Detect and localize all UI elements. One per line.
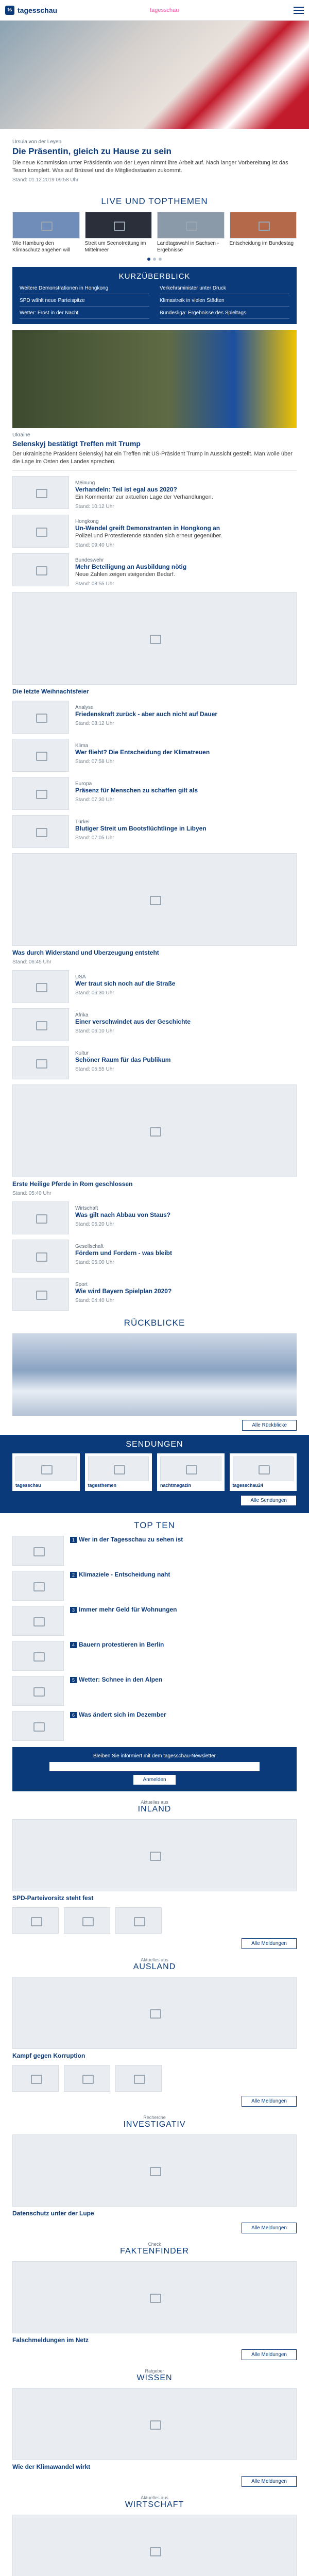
article-row[interactable]	[12, 1240, 297, 1273]
article-kicker: Bundeswehr	[75, 557, 104, 564]
topten-title[interactable]: Wetter: Schnee in den Alpen	[79, 1675, 163, 1683]
topten-rank: 3	[70, 1607, 77, 1613]
sendung-card[interactable]	[157, 1453, 225, 1491]
topten-rank: 5	[70, 1677, 77, 1683]
rueckblick-button[interactable]: Alle Rückblicke	[242, 1420, 297, 1431]
rubric-button[interactable]: Alle Meldungen	[242, 1938, 297, 1949]
kurz-item[interactable]: Wetter: Frost in der Nacht	[20, 310, 149, 319]
rubric-kicker: Aktuelles aus	[141, 1957, 168, 1962]
kurz-item[interactable]: Klimastreik in vielen Städten	[160, 297, 289, 307]
wide-title[interactable]: Erste Heilige Pferde in Rom geschlossen	[12, 1180, 133, 1188]
sendung-thumb[interactable]	[233, 1456, 294, 1481]
topten-item[interactable]	[12, 1536, 297, 1566]
rubric-section	[0, 1800, 309, 1949]
article-time: Stand: 09:40 Uhr	[75, 543, 114, 549]
article-title[interactable]: Wie wird Bayern Spielplan 2020?	[75, 1287, 172, 1295]
rubric-section	[0, 1957, 309, 2107]
article-kicker: Gesellschaft	[75, 1243, 104, 1249]
topten-item[interactable]	[12, 1571, 297, 1601]
rubric-button[interactable]: Alle Meldungen	[242, 2349, 297, 2360]
article-title[interactable]: Einer verschwindet aus der Geschichte	[75, 1018, 191, 1025]
rubric-heading[interactable]: WIRTSCHAFT	[125, 2500, 184, 2509]
sendungen-button[interactable]: Alle Sendungen	[241, 1495, 297, 1506]
top-item-title[interactable]: Entscheidung im Bundestag	[229, 240, 294, 246]
kurz-item[interactable]: Bundesliga: Ergebnisse des Spieltags	[160, 310, 289, 319]
sendung-thumb[interactable]	[88, 1456, 149, 1481]
sendungen-heading: SENDUNGEN	[126, 1439, 183, 1449]
article-kicker: Europa	[75, 781, 92, 787]
article-title[interactable]: Wer traut sich noch auf die Straße	[75, 979, 176, 987]
article-row[interactable]	[12, 1201, 297, 1234]
topten-title[interactable]: Klimaziele - Entscheidung naht	[79, 1570, 170, 1578]
article-kicker: Analyse	[75, 704, 94, 710]
rubric-heading[interactable]: INLAND	[138, 1804, 171, 1814]
rubric-image[interactable]	[12, 1977, 297, 2049]
lead-article[interactable]	[0, 129, 309, 189]
article-kicker: Meinung	[75, 480, 95, 486]
article-thumb[interactable]	[12, 1008, 69, 1041]
top-item[interactable]	[230, 212, 297, 253]
article-title[interactable]: Blutiger Streit um Bootsflüchtlinge in Libyen	[75, 824, 207, 832]
article-kicker: Wirtschaft	[75, 1205, 98, 1211]
article-title[interactable]: Fördern und Fordern - was bleibt	[75, 1249, 173, 1257]
article-thumb[interactable]	[12, 515, 69, 548]
article-title[interactable]: Was gilt nach Abbau von Staus?	[75, 1211, 171, 1218]
logo-icon[interactable]: ts	[5, 6, 14, 15]
rubric-button[interactable]: Alle Meldungen	[242, 2223, 297, 2233]
carousel-dot[interactable]	[153, 258, 156, 261]
article-title[interactable]: Un-Wendel greift Demonstranten in Hongkong an	[75, 524, 220, 532]
article-time: Stand: 06:10 Uhr	[75, 1028, 114, 1034]
sendung-label[interactable]: nachtmagazin	[160, 1482, 192, 1488]
kurz-heading: KURZÜBERBLICK	[118, 272, 191, 281]
wide-image[interactable]	[12, 853, 297, 946]
article-title[interactable]: Mehr Beteiligung an Ausbildung nötig	[75, 563, 187, 571]
top-item-title[interactable]: Streit um Seenotrettung im Mittelmeer	[84, 240, 146, 253]
sendung-label[interactable]: tagesthemen	[88, 1482, 117, 1488]
wide-time: Stand: 05:40 Uhr	[12, 1190, 52, 1196]
top-thumb[interactable]	[85, 212, 152, 239]
article-title[interactable]: Verhandeln: Teil ist egal aus 2020?	[75, 486, 177, 494]
rubric-kicker: Ratgeber	[145, 2368, 164, 2374]
article-kicker: Afrika	[75, 1012, 89, 1018]
wide-image[interactable]	[12, 1084, 297, 1177]
weihnachten-title[interactable]: Die letzte Weihnachtsfeier	[12, 687, 89, 695]
rubric-image[interactable]	[12, 2388, 297, 2460]
top-item-title[interactable]: Wie Hamburg den Klimaschutz angehen will	[12, 240, 71, 253]
lead-teaser: Die neue Kommission unter Präsidentin von der Leyen nimmt ihre Arbeit auf. Nach langer Vorbereitung ist das Team komplett. Was auf Brüssel und die Mitgliedsstaaten zukommt.	[12, 160, 288, 174]
kurzueberblick-box	[12, 267, 297, 324]
article-thumb[interactable]	[12, 970, 69, 1003]
rubric-kicker: Aktuelles aus	[141, 2495, 168, 2500]
rueckblick-image[interactable]	[12, 1333, 297, 1416]
article-kicker: Türkei	[75, 819, 90, 825]
article-thumb[interactable]	[12, 777, 69, 810]
newsletter-text: Bleiben Sie informiert mit dem tagesschau-Newsletter	[93, 1753, 216, 1759]
list-item[interactable]	[12, 1907, 297, 1934]
rubric-title[interactable]: Kampf gegen Korruption	[12, 2052, 85, 2059]
feature-teaser: Der ukrainische Präsident Selenskyj hat ein Treffen mit US-Präsident Trump in Aussicht gestellt. Man wolle über die Lage im Osten des Landes sprechen.	[12, 450, 293, 465]
feature-title[interactable]: Selenskyj bestätigt Treffen mit Trump	[12, 439, 141, 448]
lead-title[interactable]: Die Präsentin, gleich zu Hause zu sein	[12, 146, 171, 156]
article-row[interactable]	[12, 815, 297, 848]
article-thumb[interactable]	[12, 739, 69, 772]
kurz-item[interactable]: SPD wählt neue Parteispitze	[20, 297, 149, 307]
rubric-kicker: Recherche	[143, 2114, 166, 2120]
rubric-kicker: Aktuelles aus	[141, 1799, 168, 1805]
top-heading: LIVE UND TOPTHEMEN	[101, 196, 208, 206]
article-row[interactable]	[12, 777, 297, 810]
article-thumb[interactable]	[12, 1201, 69, 1234]
top-item-title[interactable]: Landtagswahl in Sachsen - Ergebnisse	[157, 240, 219, 253]
article-time: Stand: 06:30 Uhr	[75, 990, 114, 996]
carousel-dots	[0, 258, 309, 261]
sendung-label[interactable]: tagesschau24	[232, 1482, 264, 1488]
rubric-title[interactable]: Falschmeldungen im Netz	[12, 2336, 89, 2344]
article-time: Stand: 04:40 Uhr	[75, 1297, 114, 1303]
article-time: Stand: 07:30 Uhr	[75, 796, 114, 803]
wide-article[interactable]	[12, 1084, 297, 1196]
rubric-section	[0, 2495, 309, 2576]
article-row[interactable]	[12, 476, 297, 510]
rubric-section	[0, 2368, 309, 2487]
article-time: Stand: 05:55 Uhr	[75, 1066, 114, 1072]
site-logo[interactable]: tagesschau	[18, 6, 58, 14]
menu-icon[interactable]	[294, 7, 304, 14]
article-time: Stand: 08:55 Uhr	[75, 581, 114, 587]
rubric-button[interactable]: Alle Meldungen	[242, 2476, 297, 2487]
newsletter-button[interactable]: Anmelden	[133, 1774, 176, 1785]
site-header	[0, 0, 309, 21]
newsletter-input[interactable]	[49, 1762, 260, 1771]
topten-title[interactable]: Wer in der Tagesschau zu sehen ist	[79, 1535, 183, 1543]
article-thumb[interactable]	[12, 701, 69, 734]
rubric-heading[interactable]: AUSLAND	[133, 1962, 176, 1971]
list-thumb[interactable]	[12, 1907, 59, 1934]
topten-heading: TOP TEN	[134, 1520, 175, 1530]
rubric-title[interactable]: SPD-Parteivorsitz steht fest	[12, 1894, 94, 1902]
top-item[interactable]	[85, 212, 152, 253]
topten-rank: 6	[70, 1712, 77, 1718]
article-teaser: Ein Kommentar zur aktuellen Lage der Verhandlungen.	[75, 494, 213, 501]
topten-item[interactable]	[12, 1711, 297, 1741]
topten-item[interactable]	[12, 1641, 297, 1671]
article-time: Stand: 07:05 Uhr	[75, 835, 114, 841]
topten-thumb[interactable]	[12, 1606, 64, 1636]
topten-thumb[interactable]	[12, 1536, 64, 1566]
kurz-item[interactable]: Weitere Demonstrationen in Hongkong	[20, 285, 149, 294]
article-thumb[interactable]	[12, 1046, 69, 1079]
top-item[interactable]	[157, 212, 225, 253]
rubric-heading[interactable]: INVESTIGATIV	[123, 2120, 186, 2129]
topten-title[interactable]: Bauern protestieren in Berlin	[79, 1640, 164, 1648]
carousel-dot[interactable]	[159, 258, 162, 261]
article-kicker: Kultur	[75, 1050, 89, 1056]
sendung-card[interactable]	[85, 1453, 152, 1491]
topten-thumb[interactable]	[12, 1676, 64, 1706]
article-title[interactable]: Präsenz für Menschen zu schaffen gilt als	[75, 786, 198, 794]
top-item[interactable]	[12, 212, 80, 253]
sendung-label[interactable]: tagesschau	[15, 1482, 41, 1488]
weihnachten-article[interactable]	[12, 592, 297, 696]
lead-time: Stand: 01.12.2019 09:58 Uhr	[12, 177, 79, 183]
article-time: Stand: 07:58 Uhr	[75, 758, 114, 765]
sendung-thumb[interactable]	[15, 1456, 77, 1481]
rubric-kicker: Check	[148, 2241, 161, 2247]
top-grid	[12, 212, 297, 253]
sendungen-section	[0, 1435, 309, 1513]
feature-kicker: Ukraine	[12, 432, 30, 438]
list-thumb[interactable]	[115, 2065, 162, 2092]
wide-article[interactable]	[12, 853, 297, 965]
topten-title[interactable]: Was ändert sich im Dezember	[79, 1710, 166, 1718]
rubric-image[interactable]	[12, 2261, 297, 2333]
article-time: Stand: 08:12 Uhr	[75, 720, 114, 726]
article-teaser: Neue Zahlen zeigen steigenden Bedarf.	[75, 571, 175, 578]
topten-thumb[interactable]	[12, 1711, 64, 1741]
kurz-item[interactable]: Verkehrsminister unter Druck	[160, 285, 289, 294]
rubric-heading[interactable]: WISSEN	[136, 2373, 173, 2382]
list-thumb[interactable]	[115, 1907, 162, 1934]
sendung-card[interactable]	[230, 1453, 297, 1491]
sendung-card[interactable]	[12, 1453, 80, 1491]
article-kicker: Klima	[75, 742, 89, 749]
article-time: Stand: 05:00 Uhr	[75, 1259, 114, 1265]
rubric-image[interactable]	[12, 2515, 297, 2576]
topten-rank: 2	[70, 1572, 77, 1578]
lead-kicker: Ursula von der Leyen	[12, 139, 62, 145]
list-item[interactable]	[12, 2065, 297, 2092]
article-kicker: Sport	[75, 1281, 88, 1287]
article-time: Stand: 05:20 Uhr	[75, 1221, 114, 1227]
top-thumb[interactable]	[12, 212, 80, 239]
rueckblick-heading: RÜCKBLICKE	[124, 1317, 185, 1328]
topten-thumb[interactable]	[12, 1641, 64, 1671]
article-row[interactable]	[12, 1278, 297, 1311]
weihnachten-image[interactable]	[12, 592, 297, 685]
article-thumb[interactable]	[12, 815, 69, 848]
top-thumb[interactable]	[157, 212, 225, 239]
rubric-section	[0, 2115, 309, 2233]
divider	[12, 470, 297, 471]
article-row[interactable]	[12, 1046, 297, 1079]
article-row[interactable]	[12, 970, 297, 1003]
article-row[interactable]	[12, 553, 297, 587]
topten-rank: 4	[70, 1642, 77, 1648]
rubric-title[interactable]: Wie der Klimawandel wirkt	[12, 2463, 91, 2470]
header-accent: tagesschau	[150, 7, 179, 13]
article-thumb[interactable]	[12, 476, 69, 509]
top-thumb[interactable]	[230, 212, 297, 239]
topten-item[interactable]	[12, 1606, 297, 1636]
rubric-button[interactable]: Alle Meldungen	[242, 2096, 297, 2107]
wide-time: Stand: 06:45 Uhr	[12, 959, 52, 965]
rubric-title[interactable]: Datenschutz unter der Lupe	[12, 2209, 94, 2217]
article-time: Stand: 10:12 Uhr	[75, 504, 114, 510]
article-row[interactable]	[12, 515, 297, 548]
topten-item[interactable]	[12, 1676, 297, 1706]
article-title[interactable]: Schöner Raum für das Publikum	[75, 1056, 171, 1063]
rubric-image[interactable]	[12, 2134, 297, 2207]
feature-image[interactable]	[12, 330, 297, 428]
lead-image[interactable]	[0, 21, 309, 129]
wide-title[interactable]: Was durch Widerstand und Uberzeugung entsteht	[12, 948, 159, 956]
carousel-dot[interactable]	[147, 258, 150, 261]
list-thumb[interactable]	[64, 1907, 110, 1934]
article-row[interactable]	[12, 739, 297, 772]
rubric-heading[interactable]: FAKTENFINDER	[120, 2246, 189, 2256]
article-title[interactable]: Friedenskraft zurück - aber auch nicht auf Dauer	[75, 710, 218, 718]
article-kicker: USA	[75, 974, 86, 980]
rubric-image[interactable]	[12, 1819, 297, 1891]
list-thumb[interactable]	[64, 2065, 110, 2092]
list-thumb[interactable]	[12, 2065, 59, 2092]
article-title[interactable]: Wer flieht? Die Entscheidung der Klimatreuen	[75, 748, 210, 756]
topten-title[interactable]: Immer mehr Geld für Wohnungen	[79, 1605, 177, 1613]
article-teaser: Polizei und Protestierende standen sich erneut gegenüber.	[75, 533, 222, 539]
newsletter-box	[12, 1747, 297, 1791]
article-thumb[interactable]	[12, 1240, 69, 1273]
article-thumb[interactable]	[12, 553, 69, 586]
feature-article[interactable]	[12, 330, 297, 466]
article-thumb[interactable]	[12, 1278, 69, 1311]
article-row[interactable]	[12, 701, 297, 734]
topten-thumb[interactable]	[12, 1571, 64, 1601]
article-kicker: Hongkong	[75, 519, 99, 525]
rubric-section	[0, 2242, 309, 2360]
article-row[interactable]	[12, 1008, 297, 1041]
sendung-thumb[interactable]	[160, 1456, 221, 1481]
topten-rank: 1	[70, 1537, 77, 1543]
